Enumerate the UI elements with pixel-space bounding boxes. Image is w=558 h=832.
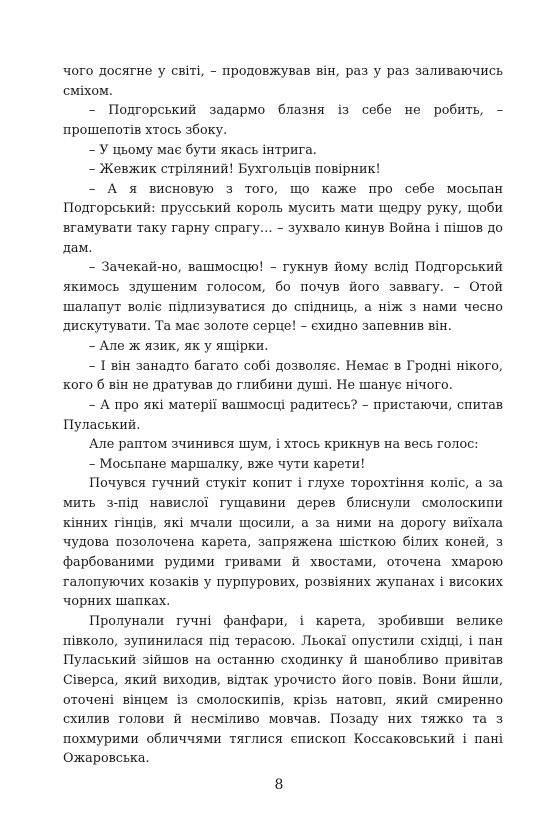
paragraph: Пролунали гучні фанфари, і карета, зробивши велике півколо, зупинилася під терасою. Льокаї опустили східці, і пан Пуласький зійшов на останню сходинку й шанобливо привітав Сіверса, який виходив, відтак урочисто його повів. Вони йшли, оточені вінцем із смолоскипів, крізь натовп, який смиренно схилив голови й несміливо мовчав. Позаду них тяжко та з похмурими обличчями тяглися єпископ Коссаковський і пані Ожаровська. [63, 613, 503, 767]
paragraph: – Зачекай-но, вашмосцю! – гукнув йому вслід Подгорський якимось здушеним голосом, бо почув його заввагу. – Отой шалапут воліє підлизуватися до спідниць, а ніж з нами чесно дискутувати. Та має золоте серце! – єхидно запевнив він. [63, 260, 503, 335]
paragraph: – Подгорський задармо блазня із себе не робить, – прошепотів хтось збоку. [63, 103, 503, 138]
paragraph: – Мосьпане маршалку, вже чути карети! [89, 456, 366, 472]
paragraph: Почувся гучний стукіт копит і глухе торохтіння коліс, а за мить з-під навислої гущавини дерев блиснули смолоскипи кінних гінців, які мчали щосили, а за ними на дорогу виїхала чудова позолочена карета, запряжена шісткою білих коней, з фарбованими рудими гривами й хвостами, оточена хмарою галопуючих козаків у пурпурових, розвіяних жупанах і високих чорних шапках. [63, 476, 503, 610]
paragraph: – А про які матерії вашмосці радитесь? – пристаючи, спитав Пуласький. [63, 397, 503, 433]
paragraph: Але раптом зчинився шум, і хтось крикнув на весь голос: [89, 437, 479, 453]
paragraph: – У цьому має бути якась інтрига. [89, 142, 317, 158]
paragraph: чого досягне у світі, – продовжував він, раз у раз заливаючись сміхом. [63, 64, 503, 99]
body-text [63, 62, 503, 769]
paragraph: – Жевжик стріляний! Бухгольців повірник! [89, 162, 381, 178]
page-number: 8 [274, 777, 284, 793]
paragraph: – А я висновую з того, що каже про себе мосьпан Подгорський: прусський король мусить мати щедру руку, щоби вгамувати таку гарну спрагу… – зухвало кинув Война і пішов до дам. [63, 181, 503, 256]
paragraph: – І він занадто багато собі дозволяє. Немає в Гродні нікого, кого б він не дратував до глибини душі. Не шанує нічого. [63, 358, 503, 394]
paragraph: – Але ж язик, як у ящірки. [89, 338, 269, 354]
